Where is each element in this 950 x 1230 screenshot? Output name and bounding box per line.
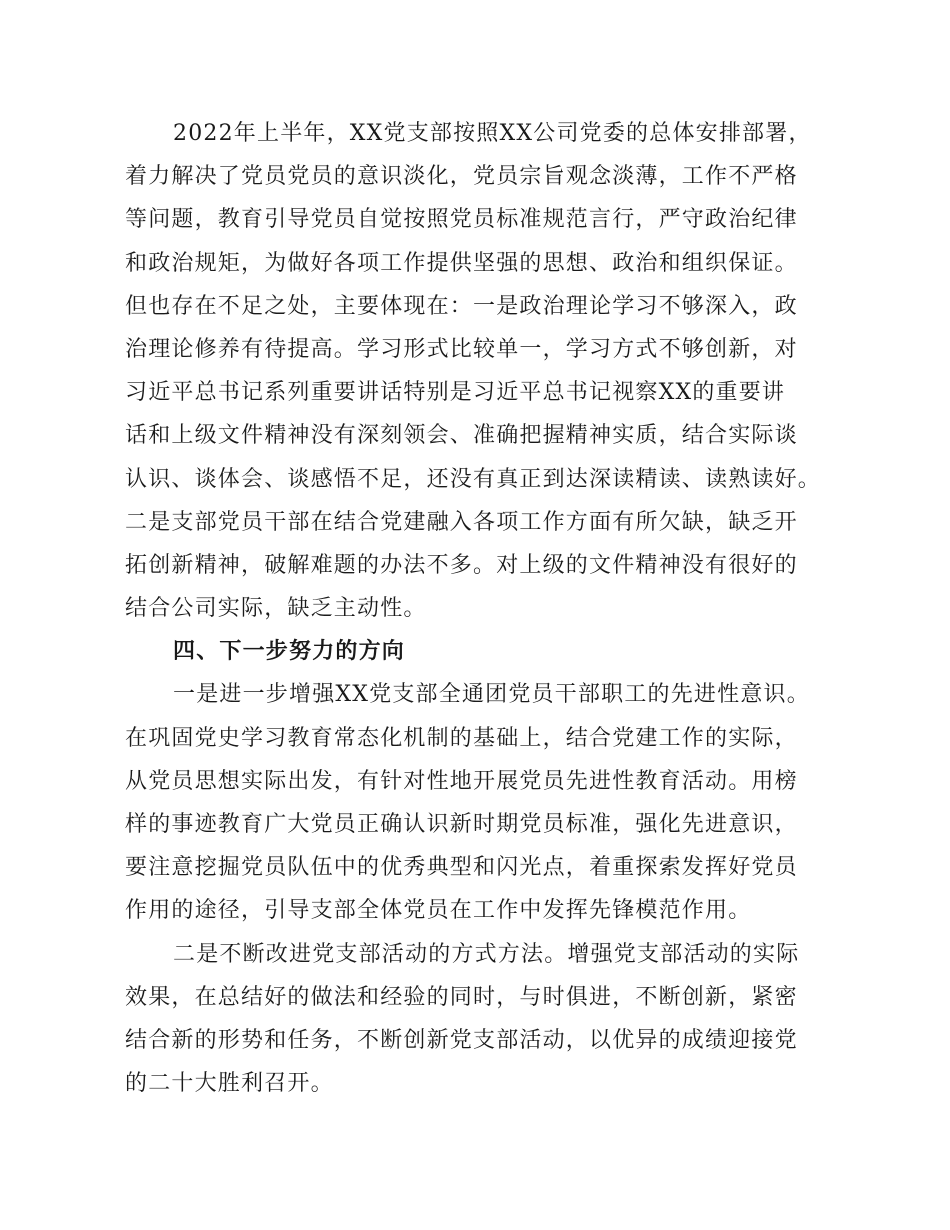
- text-line: 样的事迹教育广大党员正确认识新时期党员标准，强化先进意识，: [125, 812, 798, 837]
- text-line: 在巩固党史学习教育常态化机制的基础上，结合党建工作的实际，: [125, 725, 798, 751]
- text-line: 拓创新精神，破解难题的办法不多。对上级的文件精神没有很好的: [125, 552, 798, 578]
- text-line: 作用的途径，引导支部全体党员在工作中发挥先锋模范作用。: [125, 898, 752, 924]
- text-line: 结合公司实际，缺乏主动性。: [125, 596, 427, 622]
- document-body: [125, 112, 860, 1105]
- text-line: 二是不断改进党支部活动的方式方法。增强党支部活动的实际: [173, 941, 800, 967]
- text-line: 着力解决了党员党员的意识淡化，党员宗旨观念淡薄，工作不严格: [125, 164, 798, 190]
- text-line: 从党员思想实际出发，有针对性地开展党员先进性教育活动。用榜: [125, 768, 798, 794]
- text-line: 2022年上半年，XX党支部按照XX公司党委的总体安排部署，: [173, 121, 812, 146]
- text-line: 和政治规矩，为做好各项工作提供坚强的思想、政治和组织保证。: [125, 250, 798, 276]
- text-line: 要注意挖掘党员队伍中的优秀典型和闪光点，着重探索发挥好党员: [125, 855, 798, 881]
- text-line: 一是进一步增强XX党支部全通团党员干部职工的先进性意识。: [173, 682, 810, 708]
- text-line: 习近平总书记系列重要讲话特别是习近平总书记视察XX的重要讲: [125, 380, 786, 406]
- text-line: 治理论修养有待提高。学习形式比较单一，学习方式不够创新，对: [125, 336, 798, 362]
- text-line: 认识、谈体会、谈感悟不足，还没有真正到达深读精读、读熟读好。: [125, 466, 822, 492]
- text-line: 话和上级文件精神没有深刻领会、准确把握精神实质，结合实际谈: [125, 423, 798, 449]
- text-line: 等问题，教育引导党员自觉按照党员标准规范言行，严守政治纪律: [125, 207, 798, 233]
- text-line: 效果，在总结好的做法和经验的同时，与时俱进，不断创新，紧密: [125, 984, 798, 1010]
- section-heading: 四、下一步努力的方向: [173, 638, 406, 665]
- text-line: 但也存在不足之处，主要体现在：一是政治理论学习不够深入，政: [125, 293, 798, 319]
- text-line: 结合新的形势和任务，不断创新党支部活动，以优异的成绩迎接党: [125, 1027, 798, 1053]
- text-line: 二是支部党员干部在结合党建融入各项工作方面有所欠缺，缺乏开: [125, 509, 798, 535]
- text-line: 的二十大胜利召开。: [125, 1071, 334, 1097]
